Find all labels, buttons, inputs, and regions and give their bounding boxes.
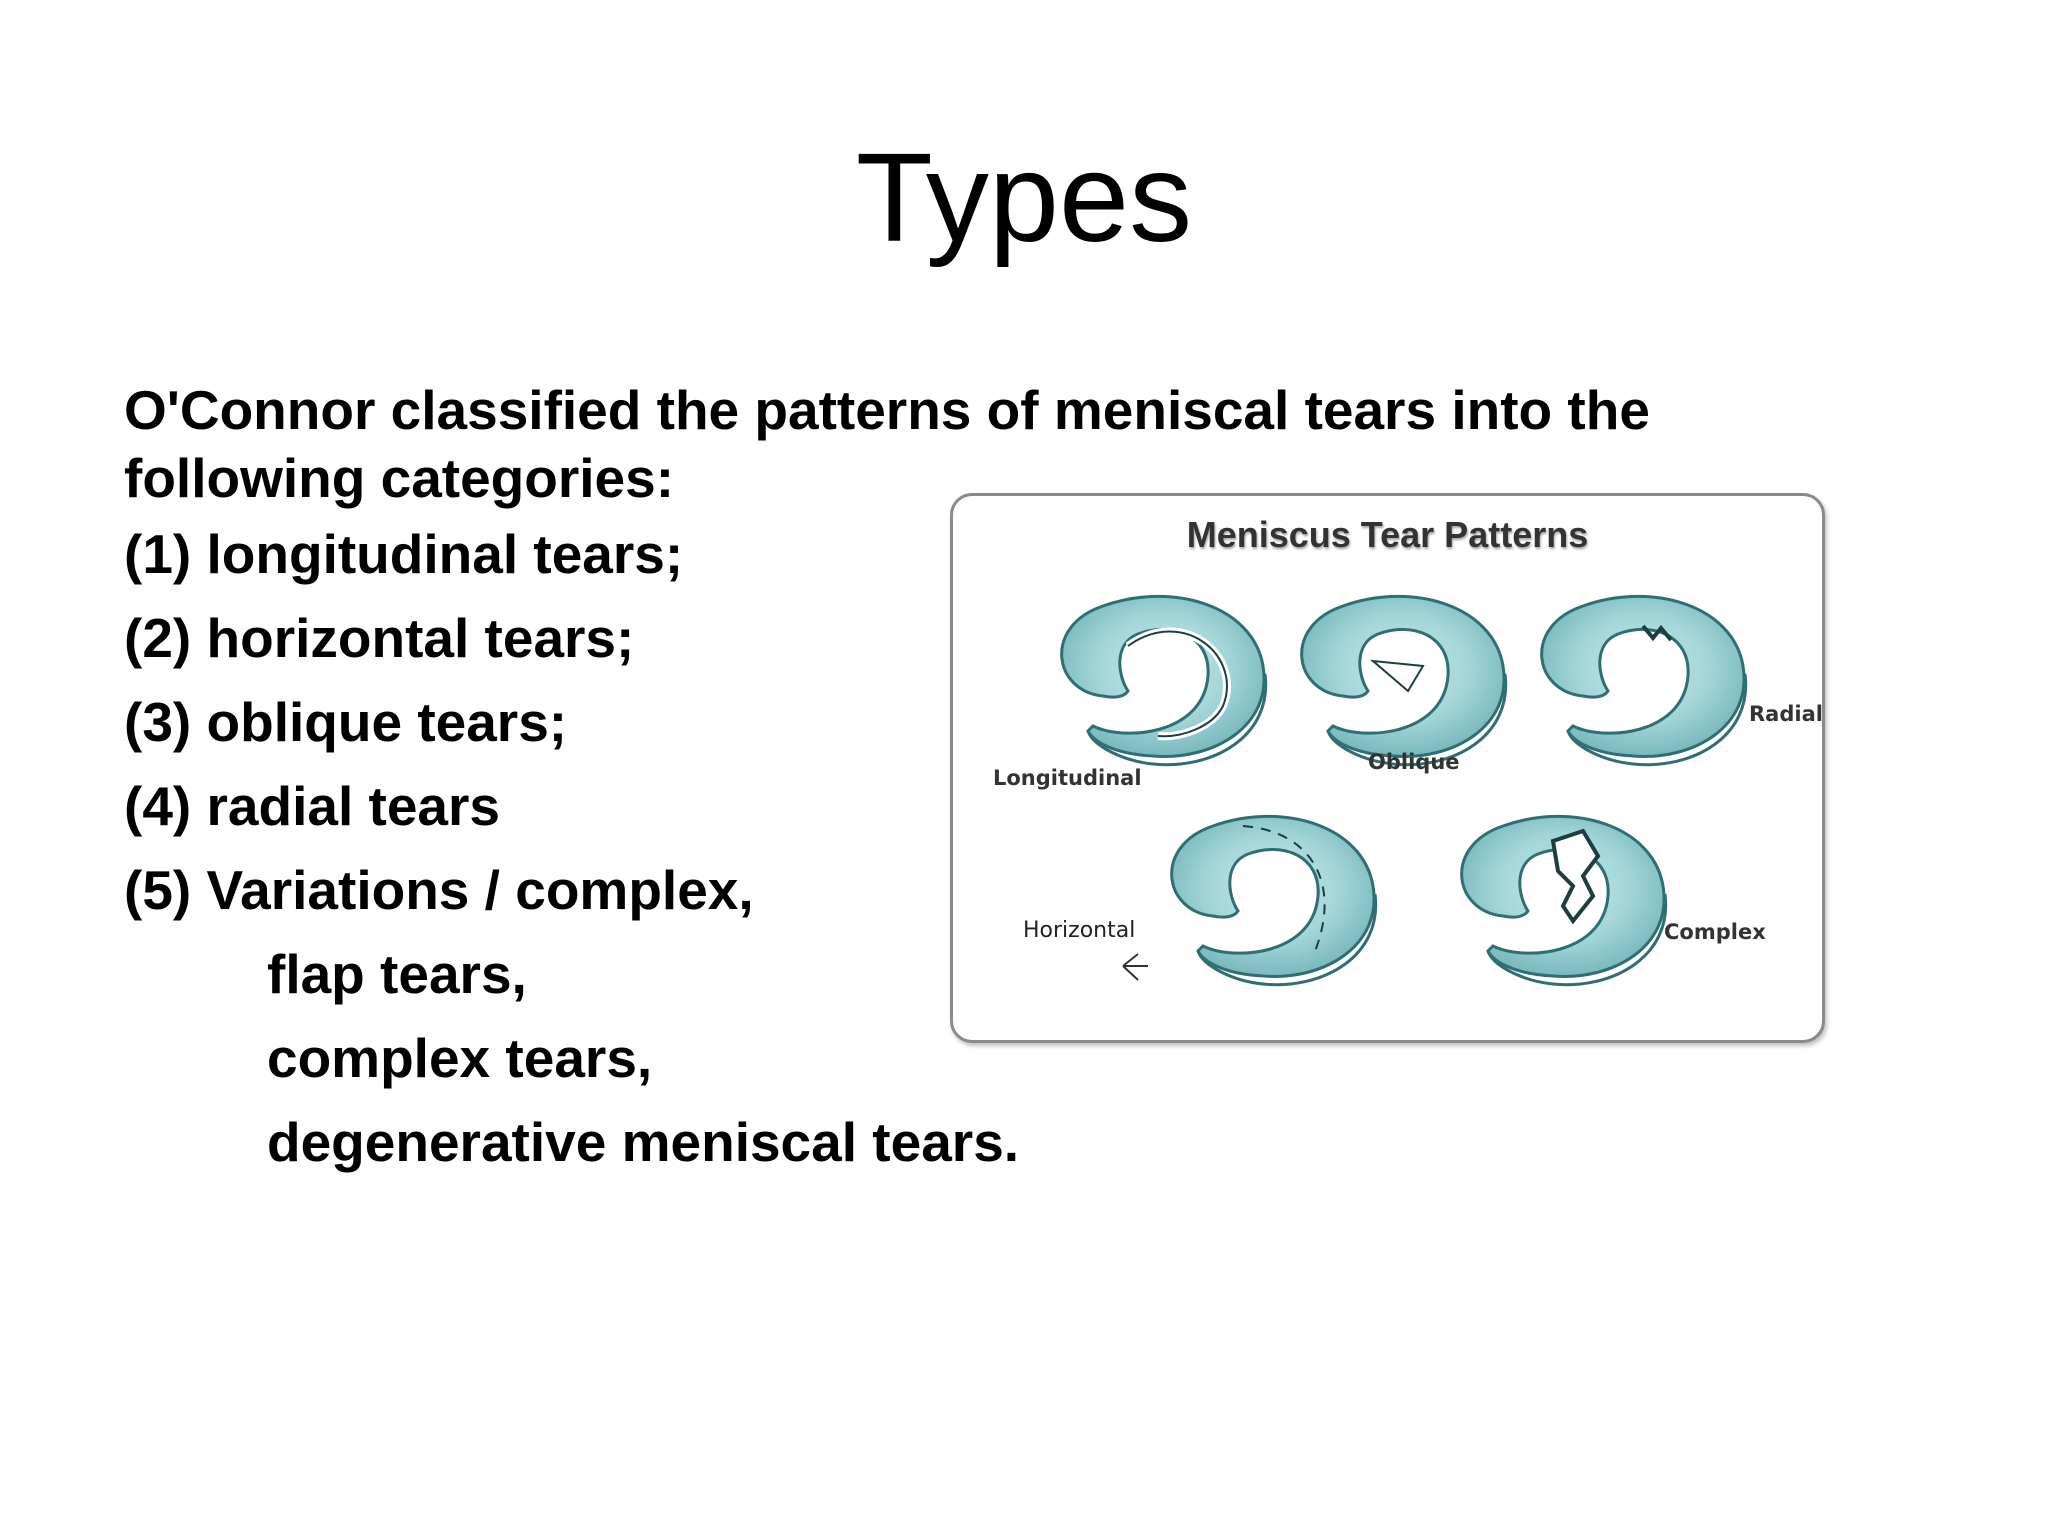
sub-item-degenerative: degenerative meniscal tears. — [267, 1111, 1020, 1173]
list-item-variations: (5) Variations / complex, — [124, 859, 754, 921]
list-item-horizontal: (2) horizontal tears; — [124, 607, 635, 669]
list-item-radial: (4) radial tears — [124, 775, 501, 837]
meniscus-longitudinal — [1062, 596, 1266, 764]
sub-item-flap: flap tears, — [267, 943, 527, 1005]
sub-item-complex: complex tears, — [267, 1027, 653, 1089]
meniscus-complex — [1462, 816, 1666, 984]
meniscus-radial — [1542, 596, 1746, 764]
horizontal-split-mark — [1123, 954, 1148, 980]
label-radial: Radial — [1749, 702, 1823, 726]
meniscus-tear-figure — [950, 493, 1825, 1043]
meniscus-horizontal — [1172, 816, 1376, 984]
figure-title: Meniscus Tear Patterns — [1186, 514, 1589, 555]
label-oblique: Oblique — [1368, 750, 1460, 774]
slide-title: Types — [855, 127, 1193, 268]
label-complex: Complex — [1664, 920, 1766, 944]
meniscus-oblique — [1302, 596, 1506, 764]
list-item-longitudinal: (1) longitudinal tears; — [124, 523, 684, 585]
label-horizontal: Horizontal — [1023, 918, 1136, 943]
list-item-oblique: (3) oblique tears; — [124, 691, 568, 753]
label-longitudinal: Longitudinal — [993, 766, 1142, 790]
intro-text: O'Connor classified the patterns of meniscal tears into the following categories: — [124, 379, 1650, 509]
